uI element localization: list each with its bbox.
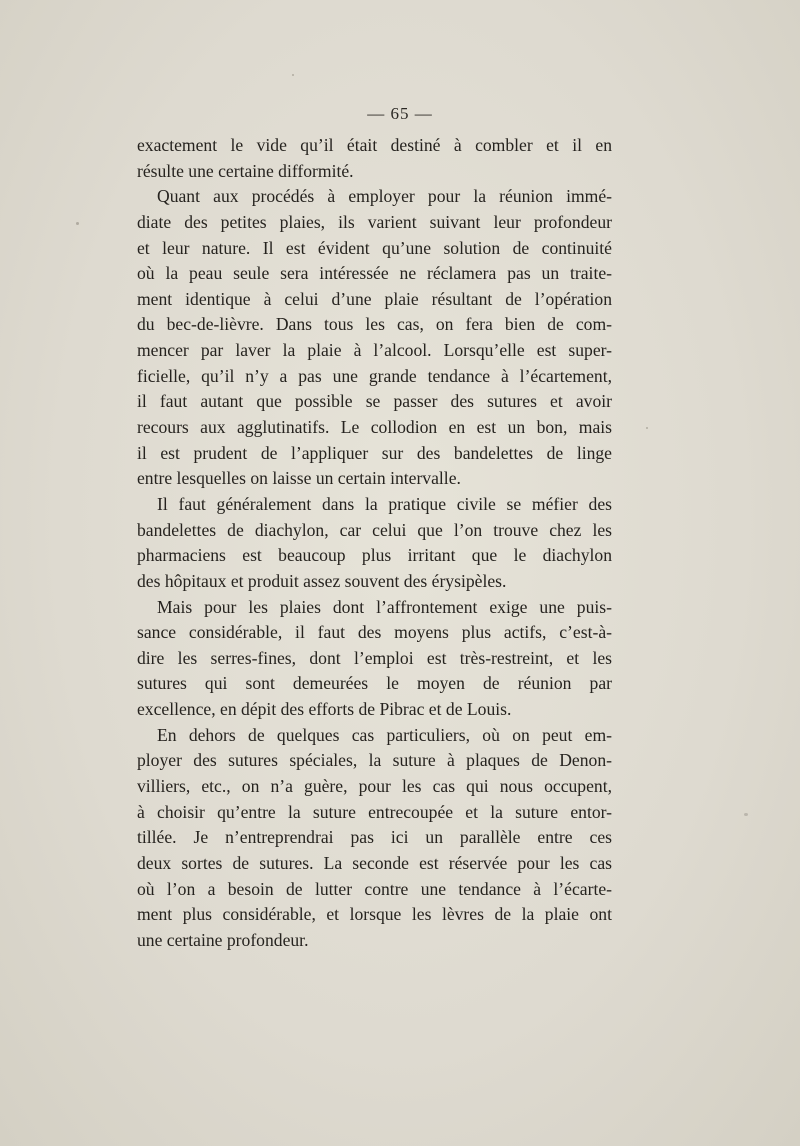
text-line: Mais pour les plaies dont l’affrontement exige une puis- xyxy=(157,596,612,617)
text-line: dire les serres-fines, dont l’emploi est très-restreint, et les xyxy=(137,647,612,668)
paragraph xyxy=(137,184,612,492)
text-line: à choisir qu’entre la suture entrecoupée et la suture entor- xyxy=(137,801,612,822)
paper-speck xyxy=(292,74,294,76)
paragraph xyxy=(137,595,612,723)
paragraph xyxy=(137,723,612,954)
text-line: ment identique à celui d’une plaie résultant de l’opération xyxy=(137,288,612,309)
paragraph xyxy=(137,492,612,595)
text-line: ficielle, qu’il n’y a pas une grande tendance à l’écartement, xyxy=(137,365,612,386)
body-text xyxy=(137,133,612,954)
text-line: mencer par laver la plaie à l’alcool. Lorsqu’elle est super- xyxy=(137,340,612,361)
page-number: — 65 — xyxy=(367,104,433,123)
text-line: bandelettes de diachylon, car celui que l’on trouve chez les xyxy=(137,519,612,540)
paper-speck xyxy=(744,813,748,816)
text-line: ment plus considérable, et lorsque les lèvres de la plaie ont xyxy=(137,904,612,925)
text-line: il faut autant que possible se passer des sutures et avoir xyxy=(137,391,612,412)
text-line: recours aux agglutinatifs. Le collodion en est un bon, mais xyxy=(137,417,612,438)
text-line: diate des petites plaies, ils varient suivant leur profondeur xyxy=(137,211,612,232)
text-line: du bec-de-lièvre. Dans tous les cas, on fera bien de com- xyxy=(137,314,612,335)
text-line: et leur nature. Il est évident qu’une solution de continuité xyxy=(137,237,612,258)
paragraph xyxy=(137,133,612,184)
text-line: sutures qui sont demeurées le moyen de réunion par xyxy=(137,673,612,694)
paper-speck xyxy=(646,427,648,429)
text-line: ployer des sutures spéciales, la suture à plaques de Denon- xyxy=(137,750,612,771)
text-line: excellence, en dépit des efforts de Pibrac et de Louis. xyxy=(137,699,512,720)
text-line: résulte une certaine difformité. xyxy=(137,160,354,181)
text-line: des hôpitaux et produit assez souvent des érysipèles. xyxy=(137,570,507,591)
text-line: entre lesquelles on laisse un certain intervalle. xyxy=(137,468,461,489)
paper-speck xyxy=(76,222,79,225)
text-line: pharmaciens est beaucoup plus irritant que le diachylon xyxy=(137,545,612,566)
text-line: Il faut généralement dans la pratique civile se méfier des xyxy=(157,493,612,514)
text-line: deux sortes de sutures. La seconde est réservée pour les cas xyxy=(137,852,612,873)
text-line: Quant aux procédés à employer pour la réunion immé- xyxy=(157,186,612,207)
text-line: une certaine profondeur. xyxy=(137,929,309,950)
text-line: villiers, etc., on n’a guère, pour les cas qui nous occupent, xyxy=(137,776,612,797)
text-line: sance considérable, il faut des moyens plus actifs, c’est-à- xyxy=(137,622,612,643)
text-line: exactement le vide qu’il était destiné à combler et il en xyxy=(137,135,612,155)
text-line: En dehors de quelques cas particuliers, où on peut em- xyxy=(157,724,612,745)
text-line: il est prudent de l’appliquer sur des bandelettes de linge xyxy=(137,442,612,463)
text-line: où la peau seule sera intéressée ne réclamera pas un traite- xyxy=(137,263,612,284)
text-line: où l’on a besoin de lutter contre une tendance à l’écarte- xyxy=(137,878,612,899)
text-line: tillée. Je n’entreprendrai pas ici un parallèle entre ces xyxy=(137,827,612,848)
